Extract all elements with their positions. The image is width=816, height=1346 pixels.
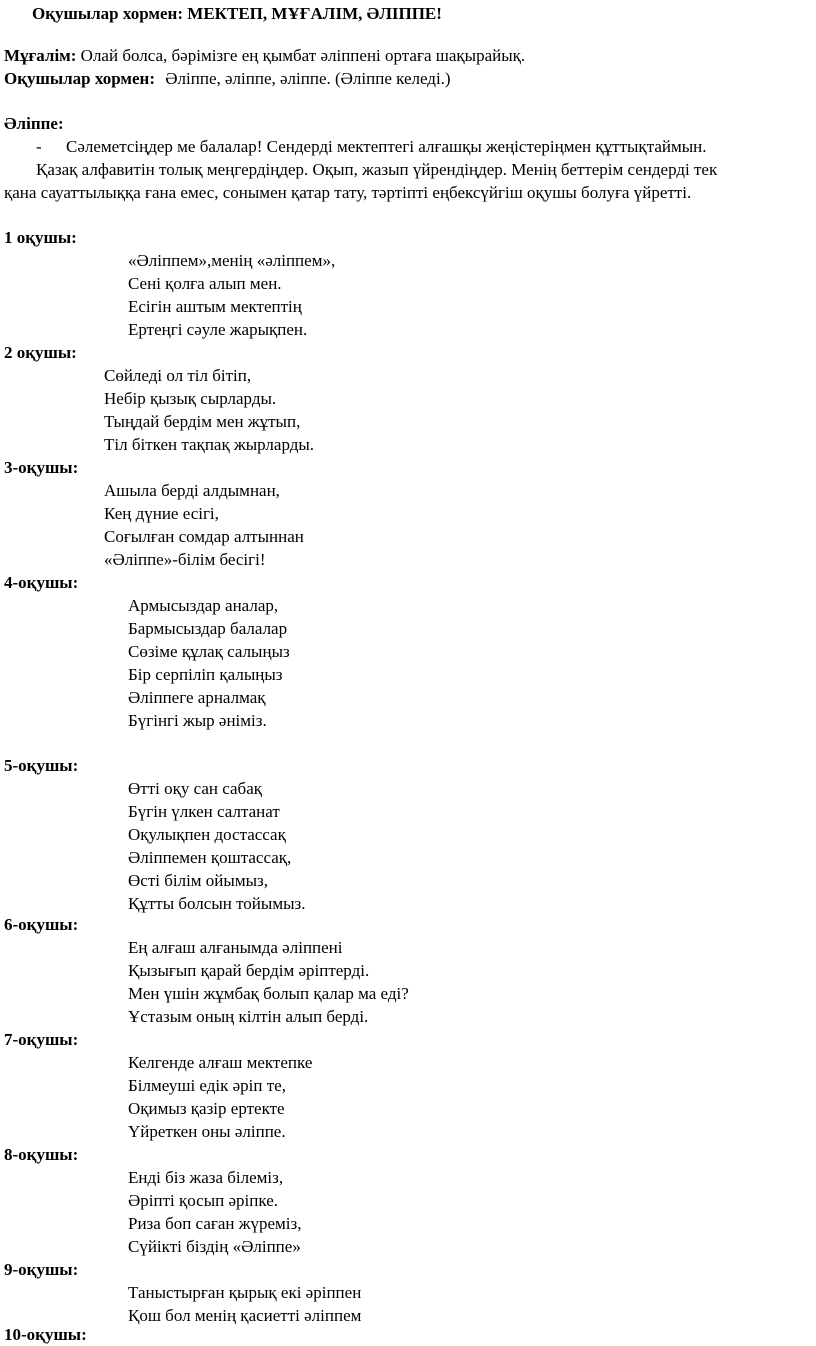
student-5-line-5: Өсті білім ойымыз, [128,871,268,890]
student-6-line-3: Мен үшін жұмбақ болып қалар ма еді? [128,984,409,1003]
student-4-line-5: Әліппеге арналмақ [128,688,266,707]
student-8-line-2: Әріпті қосып әріпке. [128,1191,278,1210]
student-6-label: 6-оқушы: [4,915,79,934]
student-2-label: 2 оқушы: [4,343,77,362]
student-1-label: 1 оқушы: [4,228,77,247]
student-8-line-3: Риза боп саған жүреміз, [128,1214,302,1233]
teacher-line [4,45,525,67]
chorus-line [4,68,451,90]
alippe-line-1: Сәлеметсіңдер ме балалар! Сендерді мектептегі алғашқы жеңістеріңмен құттықтаймын. [66,137,707,156]
student-7-line-2: Білмеуші едік әріп те, [128,1076,286,1095]
chorus-speaker: Оқушылар хормен: [4,69,156,88]
student-5-line-2: Бүгін үлкен салтанат [128,802,280,821]
alippe-speaker-label: Әліппе: [4,114,64,133]
student-3-label: 3-оқушы: [4,458,79,477]
student-1-line-1: «Әліппем»,менің «әліппем», [128,251,336,270]
student-2-line-2: Небір қызық сырларды. [104,389,277,408]
student-5-line-4: Әліппемен қоштассақ, [128,848,292,867]
student-1-line-2: Сені қолға алып мен. [128,274,282,293]
student-4-line-1: Армысыздар аналар, [128,596,279,615]
student-10-label: 10-оқушы: [4,1325,87,1344]
student-3-line-4: «Әліппе»-білім бесігі! [104,550,266,569]
student-7-label: 7-оқушы: [4,1030,79,1049]
student-5-line-6: Құтты болсын тойымыз. [128,894,306,913]
student-4-line-6: Бүгінгі жыр әніміз. [128,711,267,730]
alippe-line-2: Қазақ алфавитін толық меңгердіңдер. Оқып, жазып үйрендіңдер. Менің беттерім сендерді тек [36,160,718,179]
student-4-label: 4-оқушы: [4,573,79,592]
student-2-line-3: Тыңдай бердім мен жұтып, [104,412,301,431]
alippe-speaker [4,113,64,135]
student-9-line-2: Қош бол менің қасиетті әліппем [128,1306,362,1325]
student-3-line-3: Соғылған сомдар алтыннан [104,527,304,546]
teacher-speaker: Мұғалім: [4,46,77,65]
student-4-line-2: Бармысыздар балалар [128,619,288,638]
student-5-line-3: Оқулықпен достассақ [128,825,286,844]
alippe-dash: - [36,137,42,156]
student-6-line-2: Қызығып қарай бердім әріптерді. [128,961,370,980]
student-3-line-1: Ашыла берді алдымнан, [104,481,280,500]
student-8-line-1: Енді біз жаза білеміз, [128,1168,284,1187]
student-9-label: 9-оқушы: [4,1260,79,1279]
student-2-line-1: Сөйледі ол тіл бітіп, [104,366,252,385]
student-3-line-2: Кең дүние есігі, [104,504,219,523]
student-1-line-4: Ертеңгі сәуле жарықпен. [128,320,308,339]
student-8-line-4: Сүйікті біздің «Әліппе» [128,1237,301,1256]
student-4-line-3: Сөзіме құлақ салыңыз [128,642,290,661]
student-7-line-4: Үйреткен оны әліппе. [128,1122,286,1141]
header-text: МЕКТЕП, МҰҒАЛІМ, ӘЛІППЕ! [187,4,442,23]
student-5-label: 5-оқушы: [4,756,79,775]
student-9-line-1: Таныстырған қырық екі әріппен [128,1283,362,1302]
header-line [32,3,442,25]
alippe-line-3: қана сауаттылыққа ғана емес, сонымен қатар тату, тәртіпті еңбексүйгіш оқушы болуға үйретті. [4,183,692,202]
student-7-line-1: Келгенде алғаш мектепке [128,1053,313,1072]
student-5-line-1: Өтті оқу сан сабақ [128,779,263,798]
chorus-text: Әліппе, әліппе, әліппе. (Әліппе келеді.) [165,69,451,88]
student-6-line-4: Ұстазым оның кілтін алып берді. [128,1007,369,1026]
student-2-line-4: Тіл біткен тақпақ жырларды. [104,435,315,454]
student-4-line-4: Бір серпіліп қалыңыз [128,665,283,684]
student-7-line-3: Оқимыз қазір ертекте [128,1099,285,1118]
header-speaker: Оқушылар хормен: [32,4,184,23]
student-6-line-1: Ең алғаш алғанымда әліппені [128,938,343,957]
student-8-label: 8-оқушы: [4,1145,79,1164]
teacher-text: Олай болса, бәрімізге ең қымбат әліппені ортаға шақырайық. [80,46,526,65]
student-1-line-3: Есігін аштым мектептің [128,297,302,316]
